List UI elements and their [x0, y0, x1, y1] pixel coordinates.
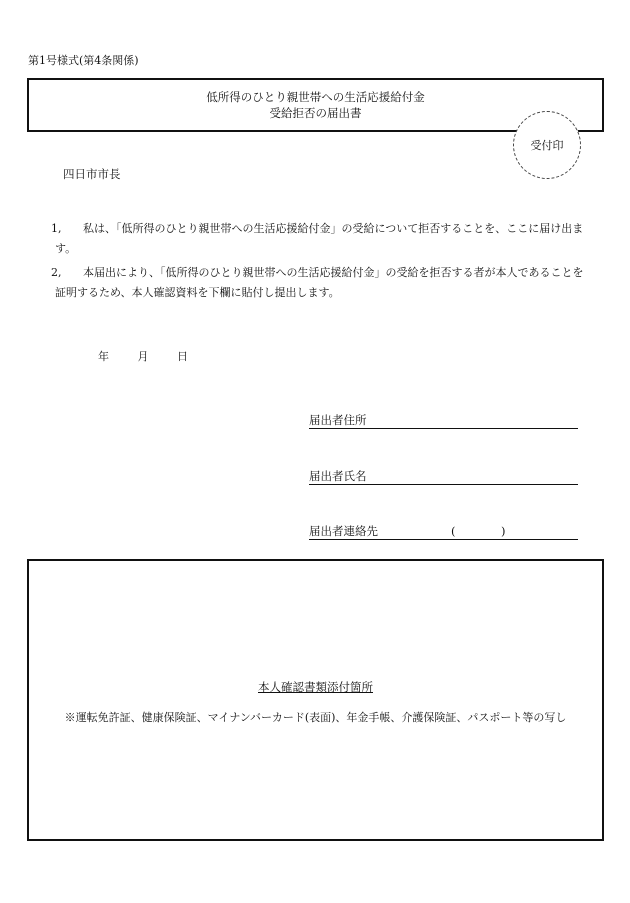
- applicant-address-field[interactable]: [309, 413, 578, 429]
- applicant-address-label: 届出者住所: [309, 413, 367, 427]
- clause-text: 私は、「低所得のひとり親世帯への生活応援給付金」の受給について拒否することを、ここに届け出ます。: [55, 222, 584, 255]
- clause-number: 1,: [51, 222, 62, 235]
- document-title-line-2: 受給拒否の届出書: [269, 106, 362, 120]
- reception-stamp-circle: [513, 111, 581, 179]
- contact-paren-close: ): [501, 524, 506, 538]
- applicant-name-field[interactable]: [309, 469, 578, 485]
- date-month-label: 月: [137, 350, 149, 363]
- applicant-name-label: 届出者氏名: [309, 469, 367, 483]
- document-title-box: [27, 78, 604, 132]
- id-attachment-title-text: 本人確認書類添付箇所: [258, 680, 373, 694]
- date-year-label: 年: [98, 350, 109, 363]
- date-day-label: 日: [177, 350, 188, 363]
- id-document-attachment-box: [27, 559, 604, 841]
- applicant-contact-label: 届出者連絡先: [309, 524, 378, 538]
- addressee: 四日市市長: [63, 167, 121, 181]
- reception-stamp-label: 受付印: [530, 139, 564, 152]
- form-number-label: 第1号様式(第4条関係): [28, 54, 139, 67]
- clause-number: 2,: [51, 266, 62, 279]
- applicant-contact-field[interactable]: [309, 524, 578, 540]
- contact-paren-open: (: [451, 524, 456, 538]
- document-title-line-1: 低所得のひとり親世帯への生活応援給付金: [206, 90, 425, 104]
- clause-1: [51, 219, 586, 259]
- id-attachment-title: [29, 679, 602, 695]
- clause-text: 本届出により、「低所得のひとり親世帯への生活応援給付金」の受給を拒否する者が本人であることを証明するため、本人確認資料を下欄に貼付し提出します。: [55, 266, 584, 299]
- id-attachment-note: ※運転免許証、健康保険証、マイナンバーカード(表面)、年金手帳、介護保険証、パスポート等の写し: [64, 711, 567, 724]
- clause-2: [51, 263, 586, 303]
- date-line: [98, 348, 188, 364]
